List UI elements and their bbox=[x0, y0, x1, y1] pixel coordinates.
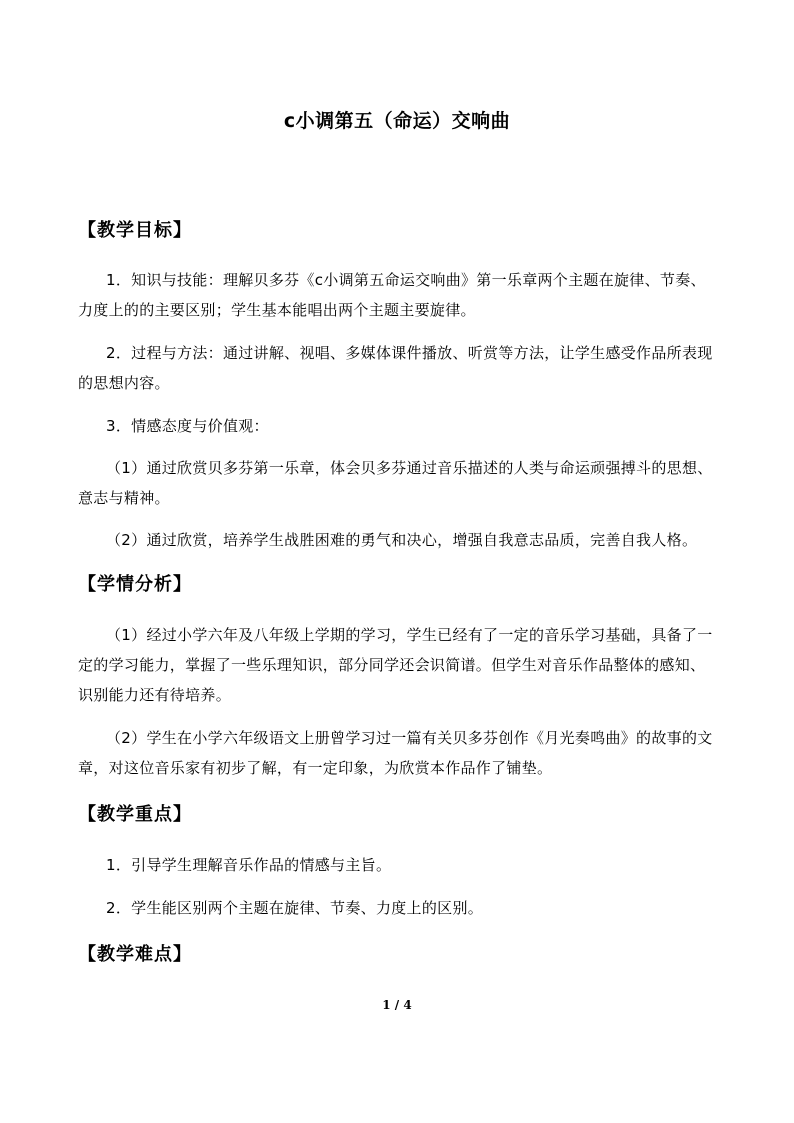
section-heading-difficulties: 【教学难点】 bbox=[78, 944, 192, 965]
paragraph-emotional-item-1: （1）通过欣赏贝多芬第一乐章，体会贝多芬通过音乐描述的人类与命运顽强搏斗的思想、意志与精神。 bbox=[78, 459, 713, 507]
paragraph-process-methods: 2．过程与方法：通过讲解、视唱、多媒体课件播放、听赏等方法，让学生感受作品所表现的思想内容。 bbox=[78, 344, 713, 392]
paragraph-key-point-2: 2．学生能区别两个主题在旋律、节奏、力度上的区别。 bbox=[106, 899, 484, 917]
paragraph-student-analysis-2: （2）学生在小学六年级语文上册曾学习过一篇有关贝多芬创作《月光奏鸣曲》的故事的文章，对这位音乐家有初步了解，有一定印象，为欣赏本作品作了铺垫。 bbox=[78, 729, 713, 777]
section-heading-teaching-goals: 【教学目标】 bbox=[78, 220, 192, 241]
section-heading-student-analysis: 【学情分析】 bbox=[78, 574, 192, 595]
document-title: c小调第五（命运）交响曲 bbox=[283, 110, 511, 132]
page-number: 1 / 4 bbox=[382, 998, 412, 1012]
paragraph-knowledge-skills: 1．知识与技能：理解贝多芬《c小调第五命运交响曲》第一乐章两个主题在旋律、节奏、力度上的的主要区别；学生基本能唱出两个主题主要旋律。 bbox=[78, 271, 706, 319]
paragraph-key-point-1: 1．引导学生理解音乐作品的情感与主旨。 bbox=[106, 856, 392, 874]
paragraph-student-analysis-1: （1）经过小学六年及八年级上学期的学习，学生已经有了一定的音乐学习基础，具备了一定的学习能力，掌握了一些乐理知识，部分同学还会识简谱。但学生对音乐作品整体的感知、识别能力还有待培养。 bbox=[78, 626, 713, 704]
paragraph-emotional-item-2: （2）通过欣赏，培养学生战胜困难的勇气和决心，增强自我意志品质，完善自我人格。 bbox=[106, 531, 698, 549]
paragraph-emotional-values: 3．情感态度与价值观： bbox=[106, 417, 269, 435]
section-heading-key-points: 【教学重点】 bbox=[78, 804, 192, 825]
